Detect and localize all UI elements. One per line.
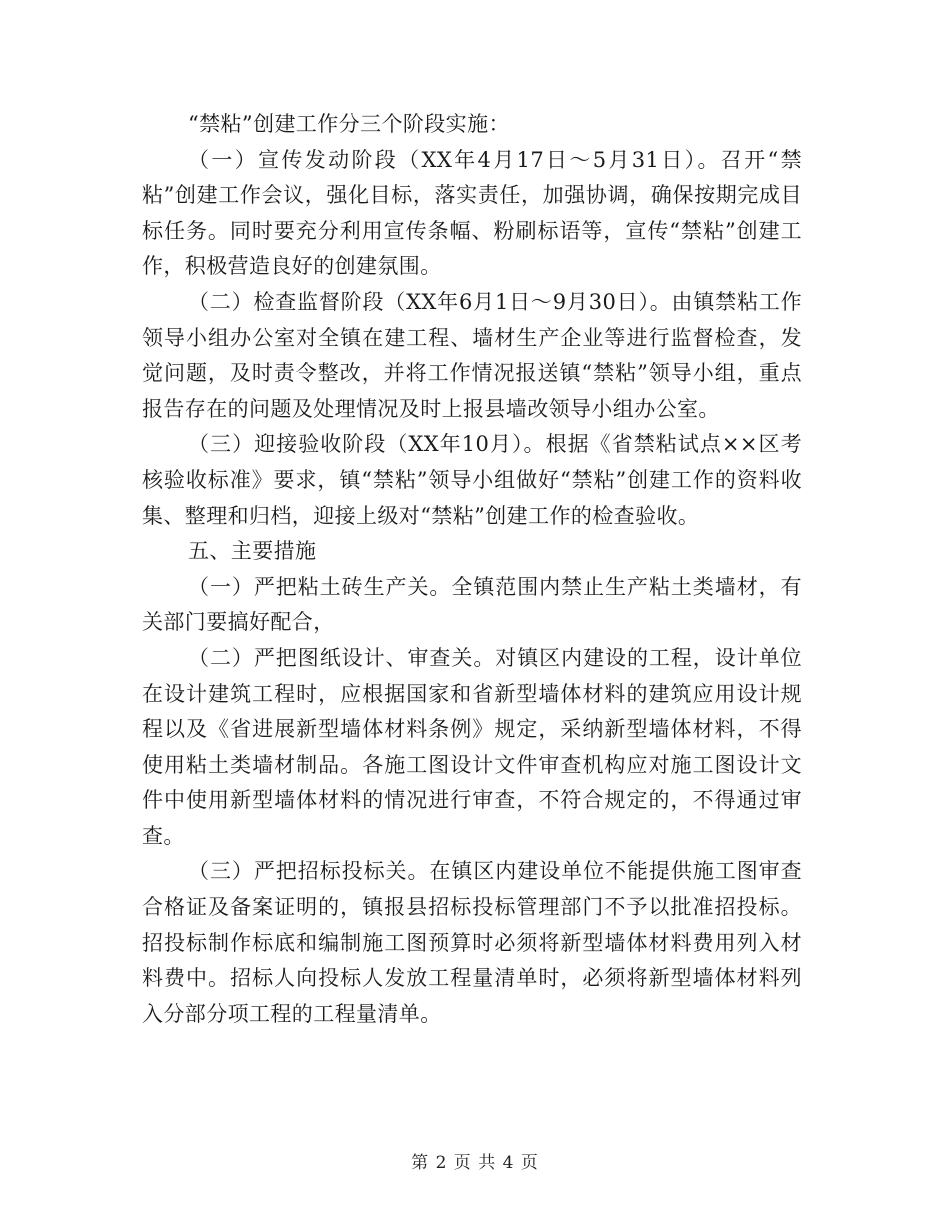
- paragraph-stage-acceptance: （三）迎接验收阶段（XX年10月）。根据《省禁粘试点××区考核验收标准》要求，镇“禁粘”领导小组做好“禁粘”创建工作的资料收集、整理和归档，迎接上级对“禁粘”创建工作的检查验收。: [142, 432, 802, 528]
- paragraph-stage-publicity: （一）宣传发动阶段（XX年4月17日～5月31日）。召开“禁粘”创建工作会议，强化目标，落实责任，加强协调，确保按期完成目标任务。同时要充分利用宣传条幅、粉刷标语等，宣传“禁粘”创建工作，积极营造良好的创建氛围。: [142, 147, 802, 279]
- page-number-footer: 第 2 页 共 4 页: [411, 1153, 539, 1173]
- document-body: [142, 107, 802, 1032]
- section-heading-main-measures: 五、主要措施: [188, 539, 317, 564]
- paragraph-measure-design-review: （二）严把图纸设计、审查关。对镇区内建设的工程，设计单位在设计建筑工程时，应根据国家和省新型墙体材料的建筑应用设计规程以及《省进展新型墙体材料条例》规定，采纳新型墙体材料，不得使用粘土类墙材制品。各施工图设计文件审查机构应对施工图设计文件中使用新型墙体材料的情况进行审查，不符合规定的，不得通过审查。: [142, 645, 802, 848]
- paragraph-measure-clay-brick: （一）严把粘土砖生产关。全镇范围内禁止生产粘土类墙材，有关部门要搞好配合，: [142, 574, 802, 635]
- paragraph-stage-supervision: （二）检查监督阶段（XX年6月1日～9月30日）。由镇禁粘工作领导小组办公室对全镇在建工程、墙材生产企业等进行监督检查，发觉问题，及时责令整改，并将工作情况报送镇“禁粘”领导小组，重点报告存在的问题及处理情况及时上报县墙改领导小组办公室。: [142, 289, 802, 421]
- paragraph-stages-intro: “禁粘”创建工作分三个阶段实施：: [188, 112, 510, 136]
- paragraph-measure-bidding: （三）严把招标投标关。在镇区内建设单位不能提供施工图审查合格证及备案证明的，镇报县招标投标管理部门不予以批准招投标。招投标制作标底和编制施工图预算时必须将新型墙体材料费用列入材料费中。招标人向投标人发放工程量清单时，必须将新型墙体材料列入分部分项工程的工程量清单。: [142, 859, 802, 1026]
